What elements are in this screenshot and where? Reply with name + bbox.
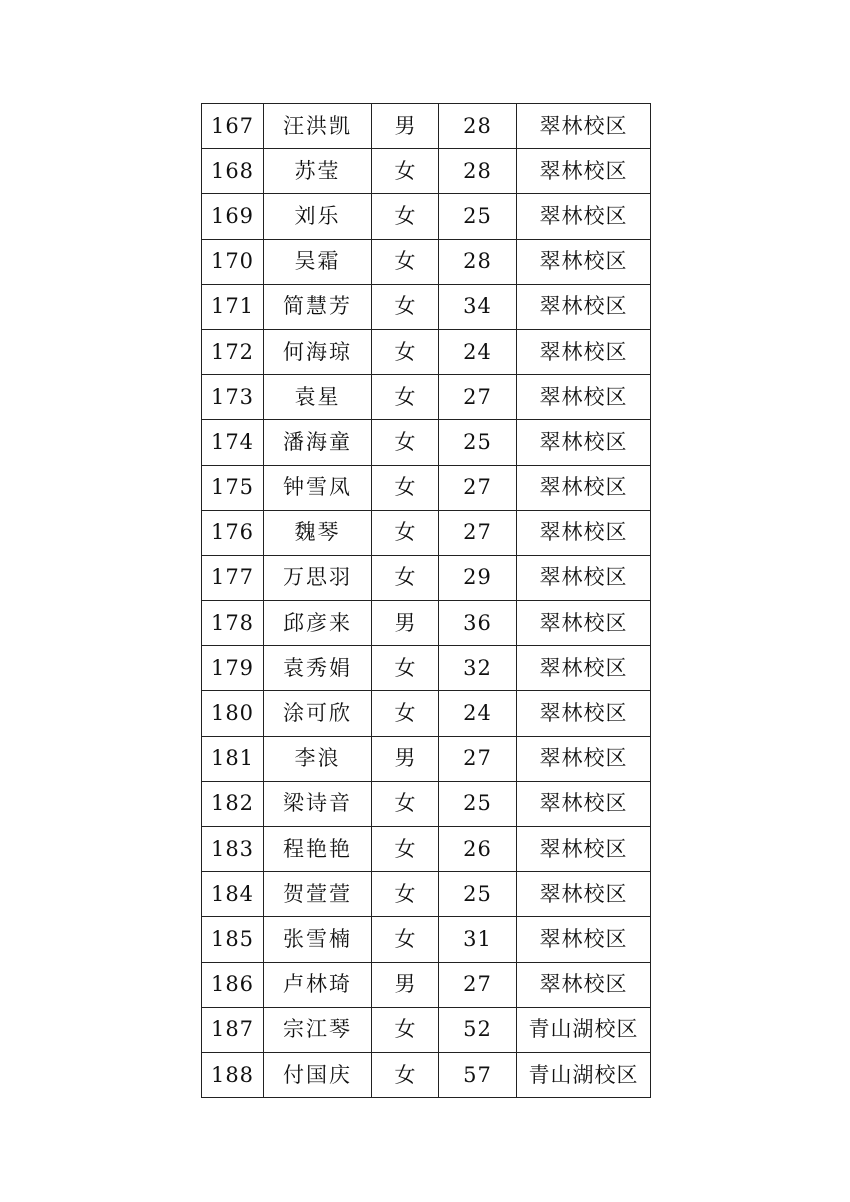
age-cell: 32 bbox=[439, 646, 517, 691]
table-row bbox=[202, 555, 651, 600]
campus-cell: 翠林校区 bbox=[517, 375, 651, 420]
campus-cell: 翠林校区 bbox=[517, 736, 651, 781]
sex-cell: 男 bbox=[372, 736, 439, 781]
name-cell: 邱彦来 bbox=[264, 601, 372, 646]
age-cell: 28 bbox=[439, 239, 517, 284]
campus-cell: 翠林校区 bbox=[517, 420, 651, 465]
campus-cell: 翠林校区 bbox=[517, 781, 651, 826]
sex-cell: 女 bbox=[372, 781, 439, 826]
table-row bbox=[202, 104, 651, 149]
name-cell: 贺萱萱 bbox=[264, 872, 372, 917]
row-number-cell: 183 bbox=[202, 827, 264, 872]
sex-cell: 男 bbox=[372, 962, 439, 1007]
table-row bbox=[202, 827, 651, 872]
sex-cell: 女 bbox=[372, 555, 439, 600]
sex-cell: 女 bbox=[372, 375, 439, 420]
table-row bbox=[202, 962, 651, 1007]
campus-cell: 青山湖校区 bbox=[517, 1052, 651, 1097]
row-number-cell: 180 bbox=[202, 691, 264, 736]
name-cell: 卢林琦 bbox=[264, 962, 372, 1007]
table-row bbox=[202, 194, 651, 239]
name-cell: 袁秀娟 bbox=[264, 646, 372, 691]
row-number-cell: 167 bbox=[202, 104, 264, 149]
name-cell: 梁诗音 bbox=[264, 781, 372, 826]
age-cell: 25 bbox=[439, 420, 517, 465]
age-cell: 27 bbox=[439, 736, 517, 781]
age-cell: 27 bbox=[439, 962, 517, 1007]
sex-cell: 女 bbox=[372, 646, 439, 691]
age-cell: 57 bbox=[439, 1052, 517, 1097]
row-number-cell: 181 bbox=[202, 736, 264, 781]
sex-cell: 女 bbox=[372, 1007, 439, 1052]
campus-cell: 翠林校区 bbox=[517, 329, 651, 374]
row-number-cell: 184 bbox=[202, 872, 264, 917]
row-number-cell: 186 bbox=[202, 962, 264, 1007]
name-cell: 简慧芳 bbox=[264, 284, 372, 329]
age-cell: 34 bbox=[439, 284, 517, 329]
age-cell: 27 bbox=[439, 465, 517, 510]
name-cell: 付国庆 bbox=[264, 1052, 372, 1097]
age-cell: 26 bbox=[439, 827, 517, 872]
campus-cell: 翠林校区 bbox=[517, 104, 651, 149]
campus-cell: 翠林校区 bbox=[517, 691, 651, 736]
row-number-cell: 188 bbox=[202, 1052, 264, 1097]
sex-cell: 女 bbox=[372, 420, 439, 465]
name-cell: 万思羽 bbox=[264, 555, 372, 600]
row-number-cell: 177 bbox=[202, 555, 264, 600]
table-row bbox=[202, 420, 651, 465]
age-cell: 25 bbox=[439, 781, 517, 826]
campus-cell: 翠林校区 bbox=[517, 284, 651, 329]
age-cell: 28 bbox=[439, 104, 517, 149]
row-number-cell: 171 bbox=[202, 284, 264, 329]
name-cell: 何海琼 bbox=[264, 329, 372, 374]
campus-cell: 翠林校区 bbox=[517, 601, 651, 646]
table-row bbox=[202, 872, 651, 917]
age-cell: 36 bbox=[439, 601, 517, 646]
table-row bbox=[202, 1052, 651, 1097]
sex-cell: 女 bbox=[372, 917, 439, 962]
sex-cell: 女 bbox=[372, 329, 439, 374]
row-number-cell: 168 bbox=[202, 149, 264, 194]
sex-cell: 女 bbox=[372, 194, 439, 239]
table-row bbox=[202, 601, 651, 646]
table-row bbox=[202, 1007, 651, 1052]
name-cell: 程艳艳 bbox=[264, 827, 372, 872]
table-row bbox=[202, 284, 651, 329]
row-number-cell: 179 bbox=[202, 646, 264, 691]
name-cell: 张雪楠 bbox=[264, 917, 372, 962]
campus-cell: 翠林校区 bbox=[517, 872, 651, 917]
age-cell: 25 bbox=[439, 872, 517, 917]
row-number-cell: 173 bbox=[202, 375, 264, 420]
campus-cell: 翠林校区 bbox=[517, 555, 651, 600]
age-cell: 24 bbox=[439, 691, 517, 736]
table-row bbox=[202, 329, 651, 374]
row-number-cell: 185 bbox=[202, 917, 264, 962]
age-cell: 25 bbox=[439, 194, 517, 239]
row-number-cell: 187 bbox=[202, 1007, 264, 1052]
sex-cell: 女 bbox=[372, 465, 439, 510]
age-cell: 24 bbox=[439, 329, 517, 374]
name-cell: 刘乐 bbox=[264, 194, 372, 239]
row-number-cell: 169 bbox=[202, 194, 264, 239]
table-row bbox=[202, 149, 651, 194]
age-cell: 27 bbox=[439, 375, 517, 420]
sex-cell: 男 bbox=[372, 601, 439, 646]
row-number-cell: 174 bbox=[202, 420, 264, 465]
campus-cell: 翠林校区 bbox=[517, 465, 651, 510]
sex-cell: 女 bbox=[372, 149, 439, 194]
row-number-cell: 175 bbox=[202, 465, 264, 510]
name-cell: 吴霜 bbox=[264, 239, 372, 284]
sex-cell: 女 bbox=[372, 1052, 439, 1097]
row-number-cell: 182 bbox=[202, 781, 264, 826]
campus-cell: 翠林校区 bbox=[517, 239, 651, 284]
table-row bbox=[202, 239, 651, 284]
table-row bbox=[202, 646, 651, 691]
row-number-cell: 170 bbox=[202, 239, 264, 284]
sex-cell: 女 bbox=[372, 872, 439, 917]
name-cell: 苏莹 bbox=[264, 149, 372, 194]
age-cell: 27 bbox=[439, 510, 517, 555]
campus-cell: 翠林校区 bbox=[517, 646, 651, 691]
campus-cell: 翠林校区 bbox=[517, 917, 651, 962]
row-number-cell: 178 bbox=[202, 601, 264, 646]
table-row bbox=[202, 781, 651, 826]
age-cell: 52 bbox=[439, 1007, 517, 1052]
table-row bbox=[202, 691, 651, 736]
table-row bbox=[202, 510, 651, 555]
sex-cell: 女 bbox=[372, 510, 439, 555]
campus-cell: 翠林校区 bbox=[517, 962, 651, 1007]
name-cell: 汪洪凯 bbox=[264, 104, 372, 149]
roster-table-body bbox=[202, 104, 651, 1098]
campus-cell: 青山湖校区 bbox=[517, 1007, 651, 1052]
table-row bbox=[202, 917, 651, 962]
name-cell: 涂可欣 bbox=[264, 691, 372, 736]
campus-cell: 翠林校区 bbox=[517, 827, 651, 872]
row-number-cell: 176 bbox=[202, 510, 264, 555]
name-cell: 袁星 bbox=[264, 375, 372, 420]
age-cell: 29 bbox=[439, 555, 517, 600]
campus-cell: 翠林校区 bbox=[517, 149, 651, 194]
sex-cell: 女 bbox=[372, 827, 439, 872]
table-row bbox=[202, 375, 651, 420]
name-cell: 潘海童 bbox=[264, 420, 372, 465]
campus-cell: 翠林校区 bbox=[517, 194, 651, 239]
name-cell: 李浪 bbox=[264, 736, 372, 781]
campus-cell: 翠林校区 bbox=[517, 510, 651, 555]
roster-table bbox=[201, 103, 651, 1098]
sex-cell: 女 bbox=[372, 239, 439, 284]
name-cell: 魏琴 bbox=[264, 510, 372, 555]
table-row bbox=[202, 736, 651, 781]
sex-cell: 男 bbox=[372, 104, 439, 149]
name-cell: 钟雪凤 bbox=[264, 465, 372, 510]
name-cell: 宗江琴 bbox=[264, 1007, 372, 1052]
sex-cell: 女 bbox=[372, 284, 439, 329]
age-cell: 31 bbox=[439, 917, 517, 962]
row-number-cell: 172 bbox=[202, 329, 264, 374]
sex-cell: 女 bbox=[372, 691, 439, 736]
age-cell: 28 bbox=[439, 149, 517, 194]
table-row bbox=[202, 465, 651, 510]
